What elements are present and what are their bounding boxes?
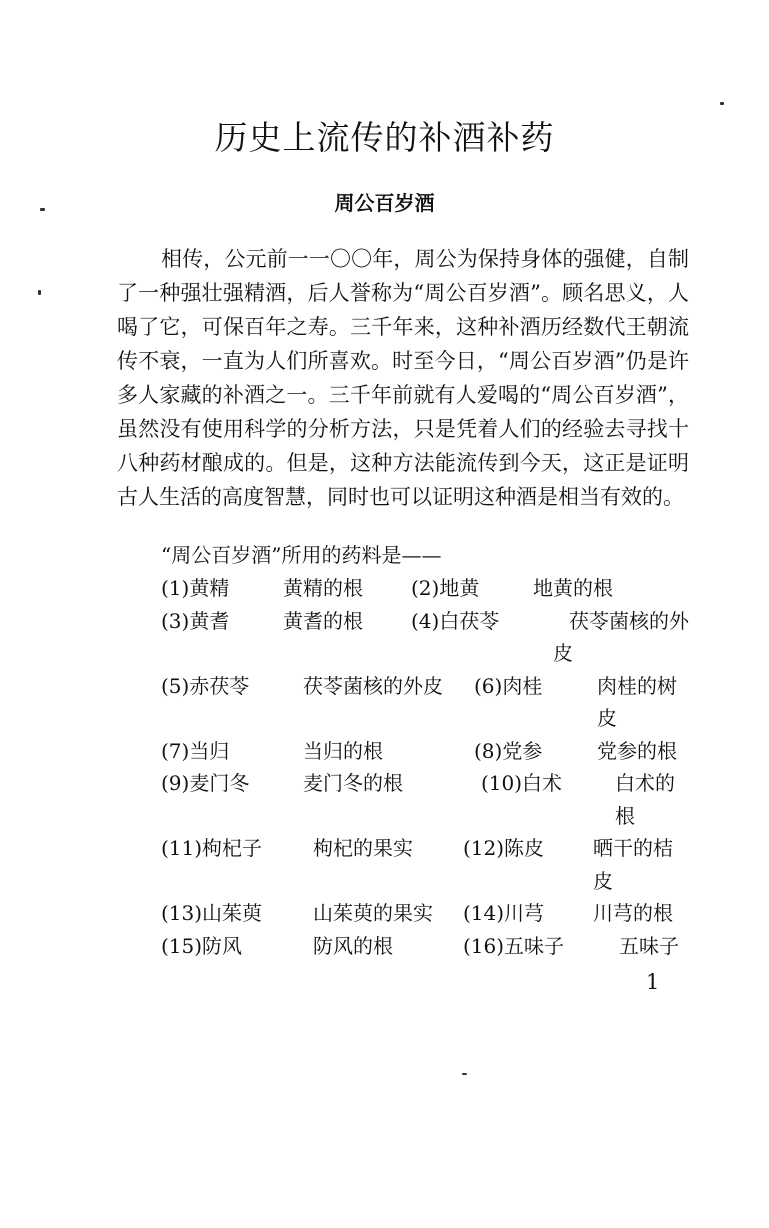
ingredient-desc: 黄耆的根 <box>283 608 363 633</box>
ingredient-name: (11)枸杞子 <box>161 836 263 860</box>
ingredient-name: (3)黄耆 <box>161 608 230 633</box>
scan-speck <box>720 102 724 105</box>
ingredient-desc: 枸杞的果实 <box>313 836 413 860</box>
scan-speck <box>462 1073 467 1075</box>
section-heading: 周公百岁酒 <box>334 191 435 215</box>
list-line <box>117 605 689 665</box>
list-line <box>117 670 689 730</box>
list-line <box>117 897 689 930</box>
scan-speck <box>40 208 45 211</box>
ingredients-intro: “周公百岁酒”所用的药料是—— <box>161 543 442 567</box>
ingredient-desc: 黄精的根 <box>283 576 363 600</box>
list-line-wrap <box>117 865 689 898</box>
ingredient-desc: 白术的根 <box>615 771 675 828</box>
ingredient-desc: 五味子 <box>619 933 679 958</box>
list-line <box>117 832 689 893</box>
ingredient-desc: 山茱萸的果实 <box>313 901 433 925</box>
list-line <box>117 735 689 768</box>
page-number: 1 <box>646 970 660 994</box>
ingredient-desc: 晒干的桔皮 <box>593 836 673 893</box>
ingredient-desc: 茯苓菌核的外皮 <box>553 608 689 665</box>
ingredient-name: (2)地黄 <box>411 576 480 600</box>
ingredient-desc: 川芎的根 <box>593 901 673 925</box>
ingredient-name: (4)白茯苓 <box>411 608 500 633</box>
list-line-wrap <box>117 637 689 670</box>
body-paragraph: 相传，公元前一一〇〇年，周公为保持身体的强健，自制了一种强壮强精酒，后人誉称为“周公百岁酒”。顾名思义，人喝了它，可保百年之寿。三千年来，这种补酒历经数代王朝流传不衰，一直为人们所喜欢。时至今日，“周公百岁酒”仍是许多人家藏的补酒之一。三千年前就有人爱喝的“周公百岁酒”，虽然没有使用科学的分析方法，只是凭着人们的经验去寻找十八种药材酿成的。但是，这种方法能流传到今天，这正是证明古人生活的高度智慧，同时也可以证明这种酒是相当有效的。 <box>117 247 689 509</box>
ingredient-name: (16)五味子 <box>463 933 565 958</box>
ingredient-desc: 党参的根 <box>597 738 677 763</box>
ingredient-desc: 地黄的根 <box>533 576 613 600</box>
ingredient-name: (6)肉桂 <box>474 673 543 698</box>
list-line-wrap <box>117 800 689 833</box>
ingredient-desc: 茯苓菌核的外皮 <box>303 673 443 698</box>
ingredient-list <box>117 572 689 962</box>
list-line-wrap <box>117 702 689 735</box>
ingredient-name: (13)山茱萸 <box>161 901 263 925</box>
scan-speck <box>38 290 41 295</box>
ingredient-desc: 肉桂的树皮 <box>597 673 677 730</box>
ingredient-desc: 当归的根 <box>303 738 383 763</box>
page-title: 历史上流传的补酒补药 <box>214 118 555 157</box>
ingredient-name: (1)黄精 <box>161 576 230 600</box>
ingredient-desc: 麦门冬的根 <box>303 771 403 795</box>
ingredient-name: (8)党参 <box>474 738 543 763</box>
ingredient-name: (5)赤茯苓 <box>161 673 250 698</box>
ingredient-name: (15)防风 <box>161 933 243 958</box>
list-line <box>117 930 689 963</box>
list-line <box>117 767 689 828</box>
ingredient-name: (10)白术 <box>481 771 563 795</box>
ingredient-name: (14)川芎 <box>463 901 545 925</box>
ingredient-name: (12)陈皮 <box>463 836 545 860</box>
ingredient-name: (9)麦门冬 <box>161 771 250 795</box>
ingredient-desc: 防风的根 <box>313 933 393 958</box>
list-line <box>117 572 689 605</box>
ingredient-name: (7)当归 <box>161 738 230 763</box>
